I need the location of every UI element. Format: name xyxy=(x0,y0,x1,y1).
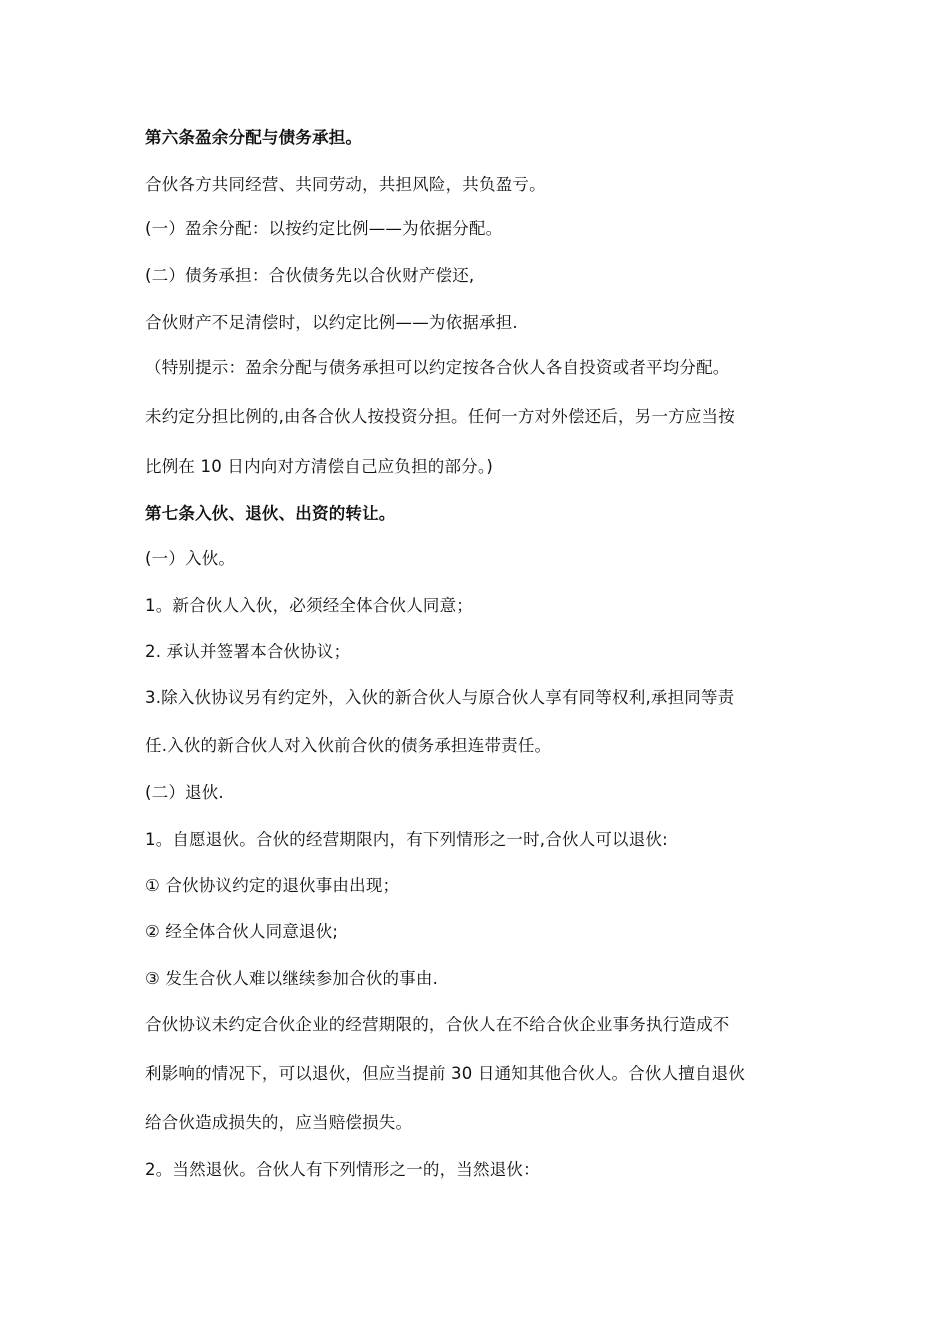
paragraph-line: 比例在 10 日内向对方清偿自己应负担的部分。) xyxy=(145,457,493,476)
paragraph-line: 合伙财产不足清偿时，以约定比例——为依据承担. xyxy=(145,313,518,332)
paragraph-line: 合伙协议未约定合伙企业的经营期限的，合伙人在不给合伙企业事务执行造成不 xyxy=(145,1015,730,1034)
paragraph-line: （特别提示：盈余分配与债务承担可以约定按各合伙人各自投资或者平均分配。 xyxy=(145,358,730,377)
paragraph-line: ② 经全体合伙人同意退伙; xyxy=(145,922,339,941)
paragraph-line: 给合伙造成损失的，应当赔偿损失。 xyxy=(145,1113,413,1132)
paragraph-line: 任.入伙的新合伙人对入伙前合伙的债务承担连带责任。 xyxy=(145,736,552,755)
paragraph-line: 2. 承认并签署本合伙协议； xyxy=(145,642,351,661)
paragraph-line: (二）债务承担：合伙债务先以合伙财产偿还, xyxy=(145,266,475,285)
paragraph-line: (一）入伙。 xyxy=(145,549,236,568)
paragraph-line: 3.除入伙协议另有约定外，入伙的新合伙人与原合伙人享有同等权利,承担同等责 xyxy=(145,688,735,707)
section-7-heading: 第七条入伙、退伙、出资的转让。 xyxy=(145,504,396,523)
paragraph-line: ① 合伙协议约定的退伙事由出现； xyxy=(145,876,400,895)
paragraph-line: (一）盈余分配：以按约定比例——为依据分配。 xyxy=(145,219,503,238)
paragraph-line: 1。自愿退伙。合伙的经营期限内，有下列情形之一时,合伙人可以退伙: xyxy=(145,830,668,849)
paragraph-line: ③ 发生合伙人难以继续参加合伙的事由. xyxy=(145,969,439,988)
paragraph-line: 2。当然退伙。合伙人有下列情形之一的，当然退伙： xyxy=(145,1160,540,1179)
paragraph-line: 合伙各方共同经营、共同劳动，共担风险，共负盈亏。 xyxy=(145,175,546,194)
paragraph-line: 利影响的情况下，可以退伙，但应当提前 30 日通知其他合伙人。合伙人擅自退伙 xyxy=(145,1064,746,1083)
paragraph-line: (二）退伙. xyxy=(145,783,224,802)
section-6-heading: 第六条盈余分配与债务承担。 xyxy=(145,128,363,147)
paragraph-line: 未约定分担比例的,由各合伙人按投资分担。任何一方对外偿还后，另一方应当按 xyxy=(145,407,735,426)
paragraph-line: 1。新合伙人入伙，必须经全体合伙人同意； xyxy=(145,596,473,615)
